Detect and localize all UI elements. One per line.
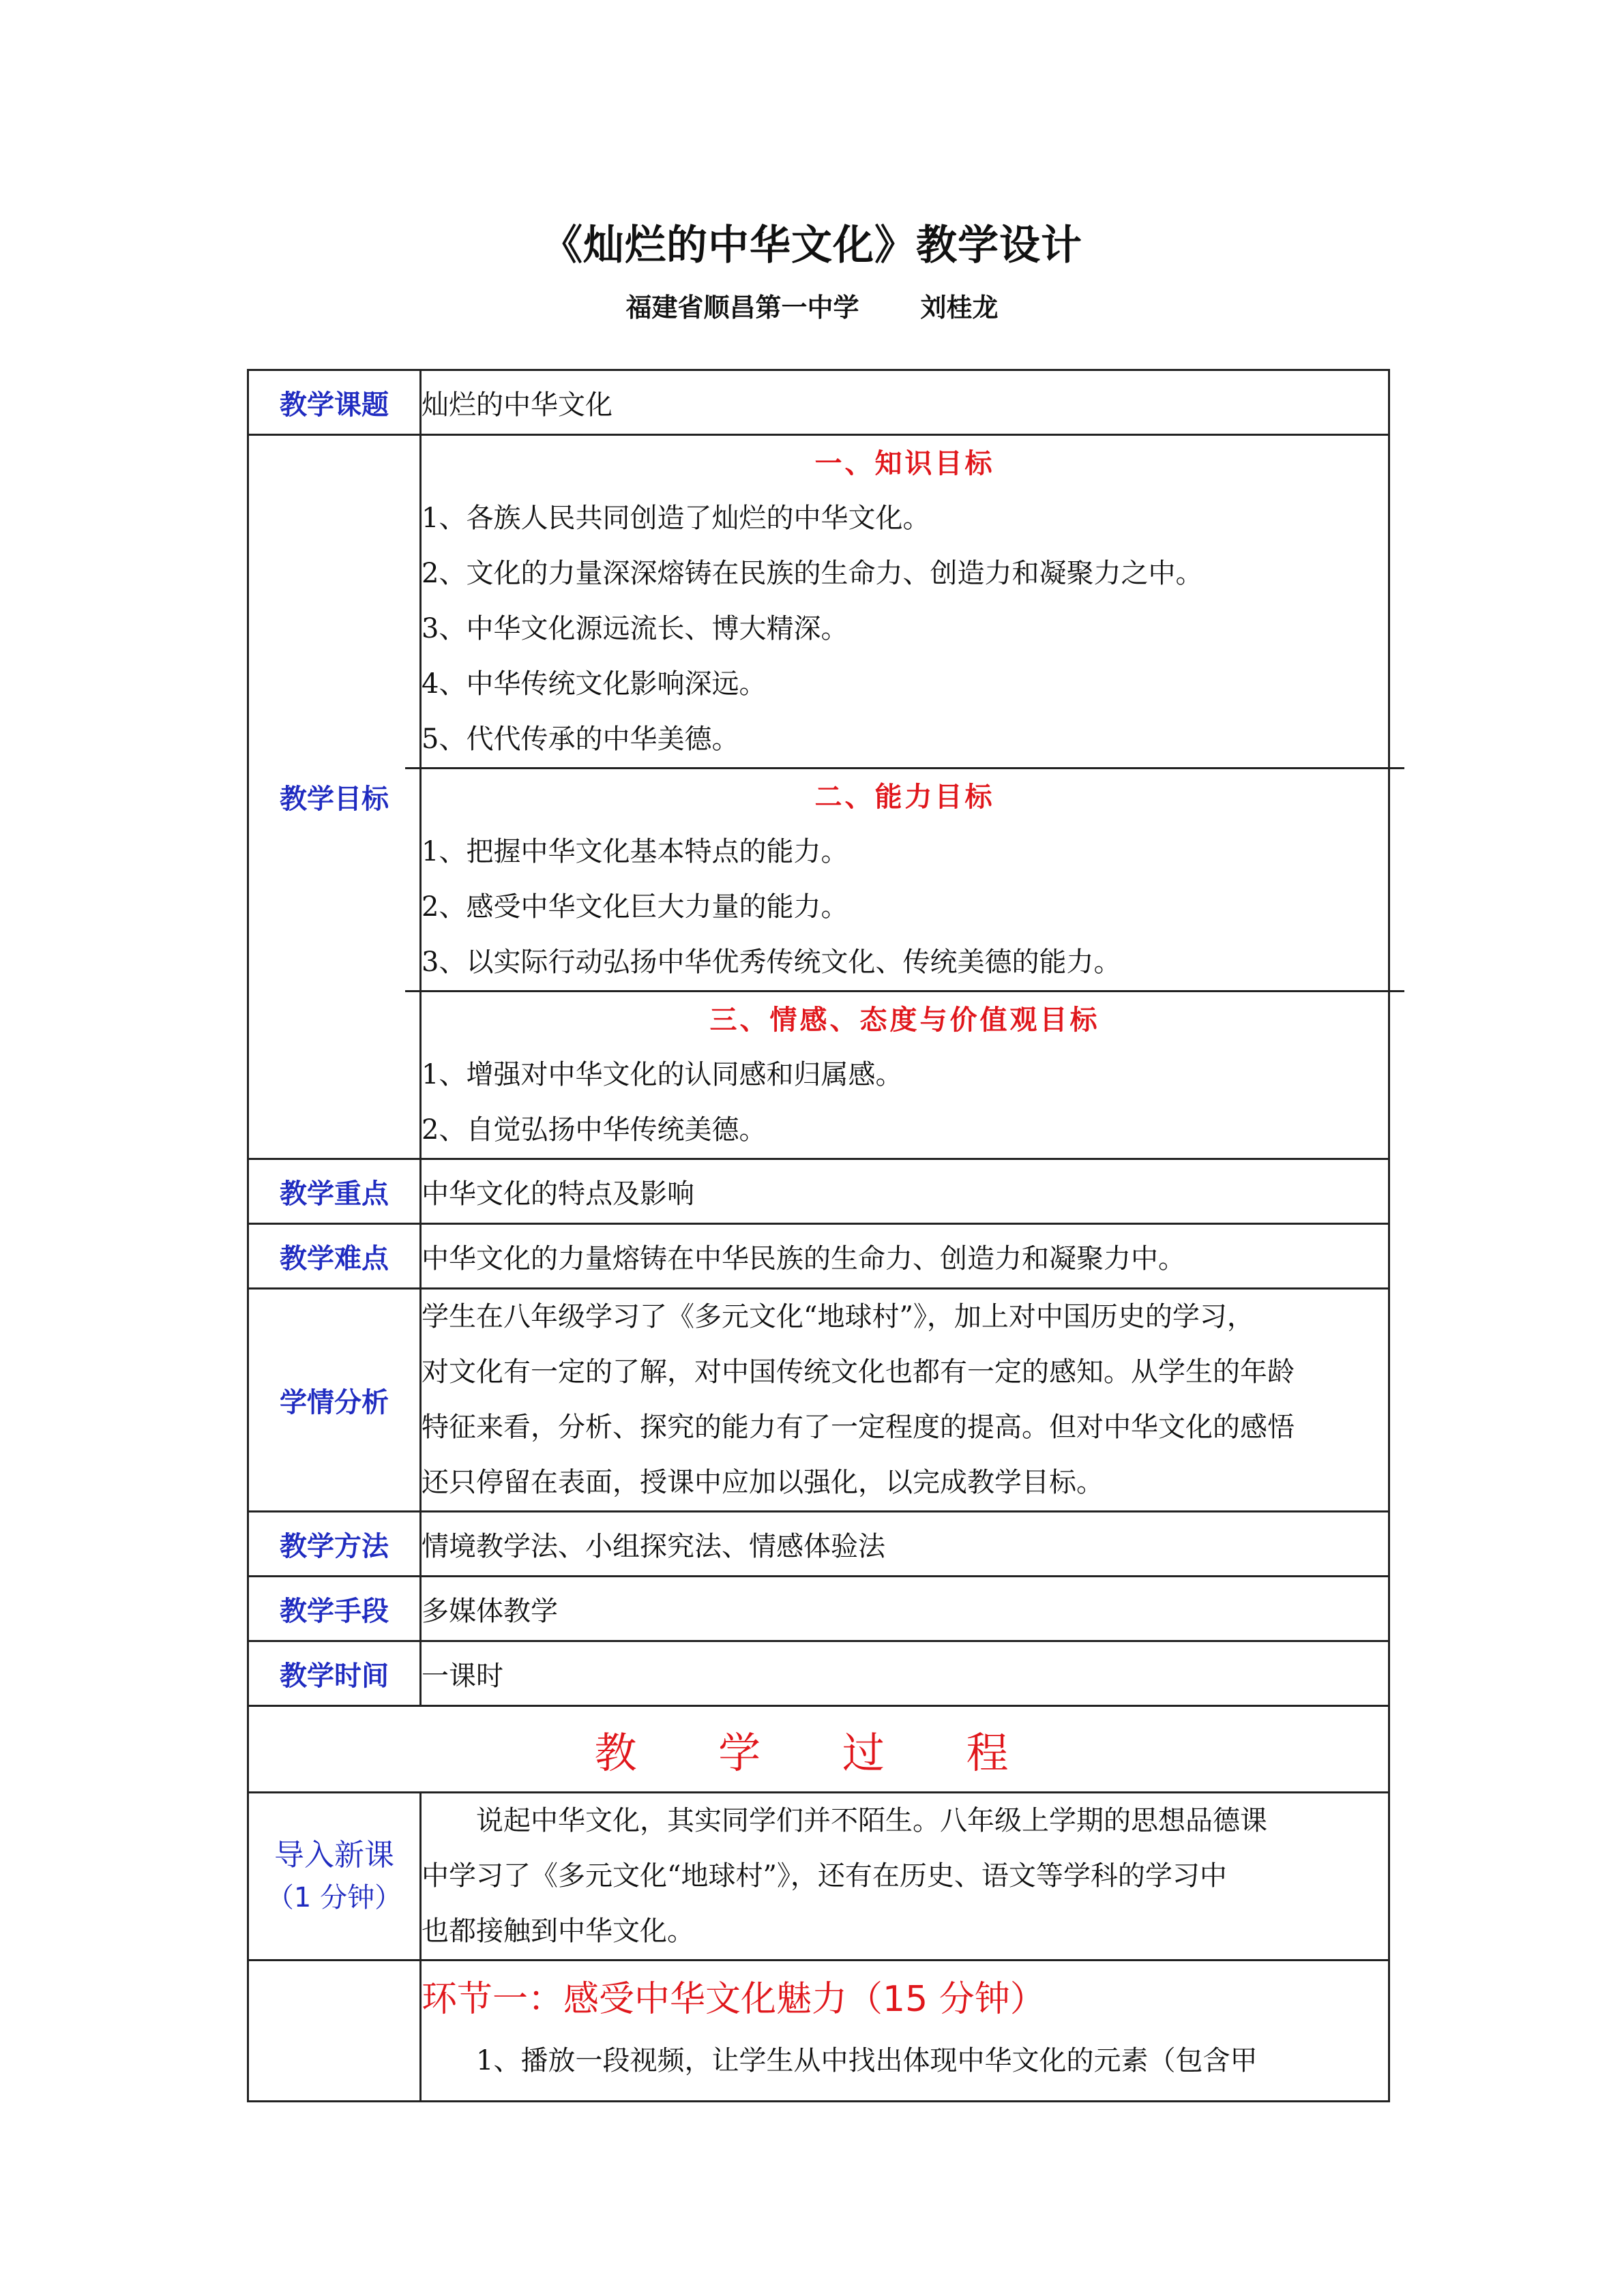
knowledge-item: 3、中华文化源远流长、博大精深。 [422,613,848,644]
ability-section [405,767,1404,990]
row-intro [248,1793,1389,1960]
ability-item: 3、以实际行动弘扬中华优秀传统文化、传统美德的能力。 [422,946,1121,978]
ability-item: 1、把握中华文化基本特点的能力。 [422,836,848,867]
knowledge-item: 1、各族人民共同创造了灿烂的中华文化。 [422,503,930,534]
knowledge-section [422,436,1388,767]
lesson-plan-table [247,369,1390,2102]
step1-text: 1、播放一段视频，让学生从中找出体现中华文化的元素（包含甲 [476,2045,1258,2076]
emotion-item: 1、增强对中华文化的认同感和归属感。 [422,1059,903,1090]
key-point-value: 中华文化的特点及影响 [421,1159,1389,1224]
knowledge-item: 4、中华传统文化影响深远。 [422,668,767,700]
time-label: 教学时间 [248,1641,421,1706]
intro-line: 说起中华文化，其实同学们并不陌生。八年级上学期的思想品德课 [476,1805,1267,1836]
topic-label: 教学课题 [248,370,421,435]
step1-title: 环节一：感受中华文化魅力（15 分钟） [422,1979,1046,2020]
school-name: 福建省顺昌第一中学 [625,293,859,323]
goals-content [421,435,1389,1159]
intro-label-title: 导入新课 [274,1837,394,1873]
difficulty-value: 中华文化的力量熔铸在中华民族的生命力、创造力和凝聚力中。 [421,1224,1389,1289]
method-label: 教学方法 [248,1512,421,1577]
key-point-label: 教学重点 [248,1159,421,1224]
step1-label [248,1960,421,2102]
time-value: 一课时 [421,1641,1389,1706]
knowledge-title: 一、知识目标 [814,447,995,479]
analysis-line: 对文化有一定的了解，对中国传统文化也都有一定的感知。从学生的年龄 [422,1356,1295,1388]
row-method [248,1512,1389,1577]
page-title: 《灿烂的中华文化》教学设计 [542,222,1082,269]
author-name: 刘桂龙 [920,293,999,323]
difficulty-label: 教学难点 [248,1224,421,1289]
intro-label-duration: （1 分钟） [266,1881,402,1913]
goals-label: 教学目标 [248,435,421,1159]
analysis-label: 学情分析 [248,1289,421,1512]
analysis-content [421,1289,1389,1512]
step1-content [421,1960,1389,2102]
intro-content [421,1793,1389,1960]
analysis-line: 特征来看，分析、探究的能力有了一定程度的提高。但对中华文化的感悟 [422,1412,1295,1443]
ability-item: 2、感受中华文化巨大力量的能力。 [422,891,848,923]
ability-title: 二、能力目标 [814,781,995,813]
intro-line: 也都接触到中华文化。 [422,1915,694,1947]
means-label: 教学手段 [248,1577,421,1641]
intro-line: 中学习了《多元文化“地球村”》，还有在历史、语文等学科的学习中 [422,1860,1227,1892]
method-value: 情境教学法、小组探究法、情感体验法 [421,1512,1389,1577]
analysis-line: 学生在八年级学习了《多元文化“地球村”》，加上对中国历史的学习， [422,1301,1254,1332]
row-process-title [248,1706,1389,1793]
emotion-title: 三、情感、态度与价值观目标 [709,1004,1100,1036]
row-key-point [248,1159,1389,1224]
knowledge-item: 2、文化的力量深深熔铸在民族的生命力、创造力和凝聚力之中。 [422,558,1203,589]
analysis-line: 还只停留在表面，授课中应加以强化，以完成教学目标。 [422,1467,1104,1498]
emotion-item: 2、自觉弘扬中华传统美德。 [422,1114,767,1146]
row-topic [248,370,1389,435]
row-means [248,1577,1389,1641]
process-title: 教 学 过 程 [248,1706,1389,1793]
intro-label [248,1793,421,1960]
row-difficulty [248,1224,1389,1289]
topic-value: 灿烂的中华文化 [421,370,1389,435]
author-line [0,286,1624,324]
knowledge-item: 5、代代传承的中华美德。 [422,724,739,755]
row-goals [248,435,1389,1159]
row-step1 [248,1960,1389,2102]
means-value: 多媒体教学 [421,1577,1389,1641]
emotion-section [405,990,1404,1158]
row-analysis [248,1289,1389,1512]
row-time [248,1641,1389,1706]
